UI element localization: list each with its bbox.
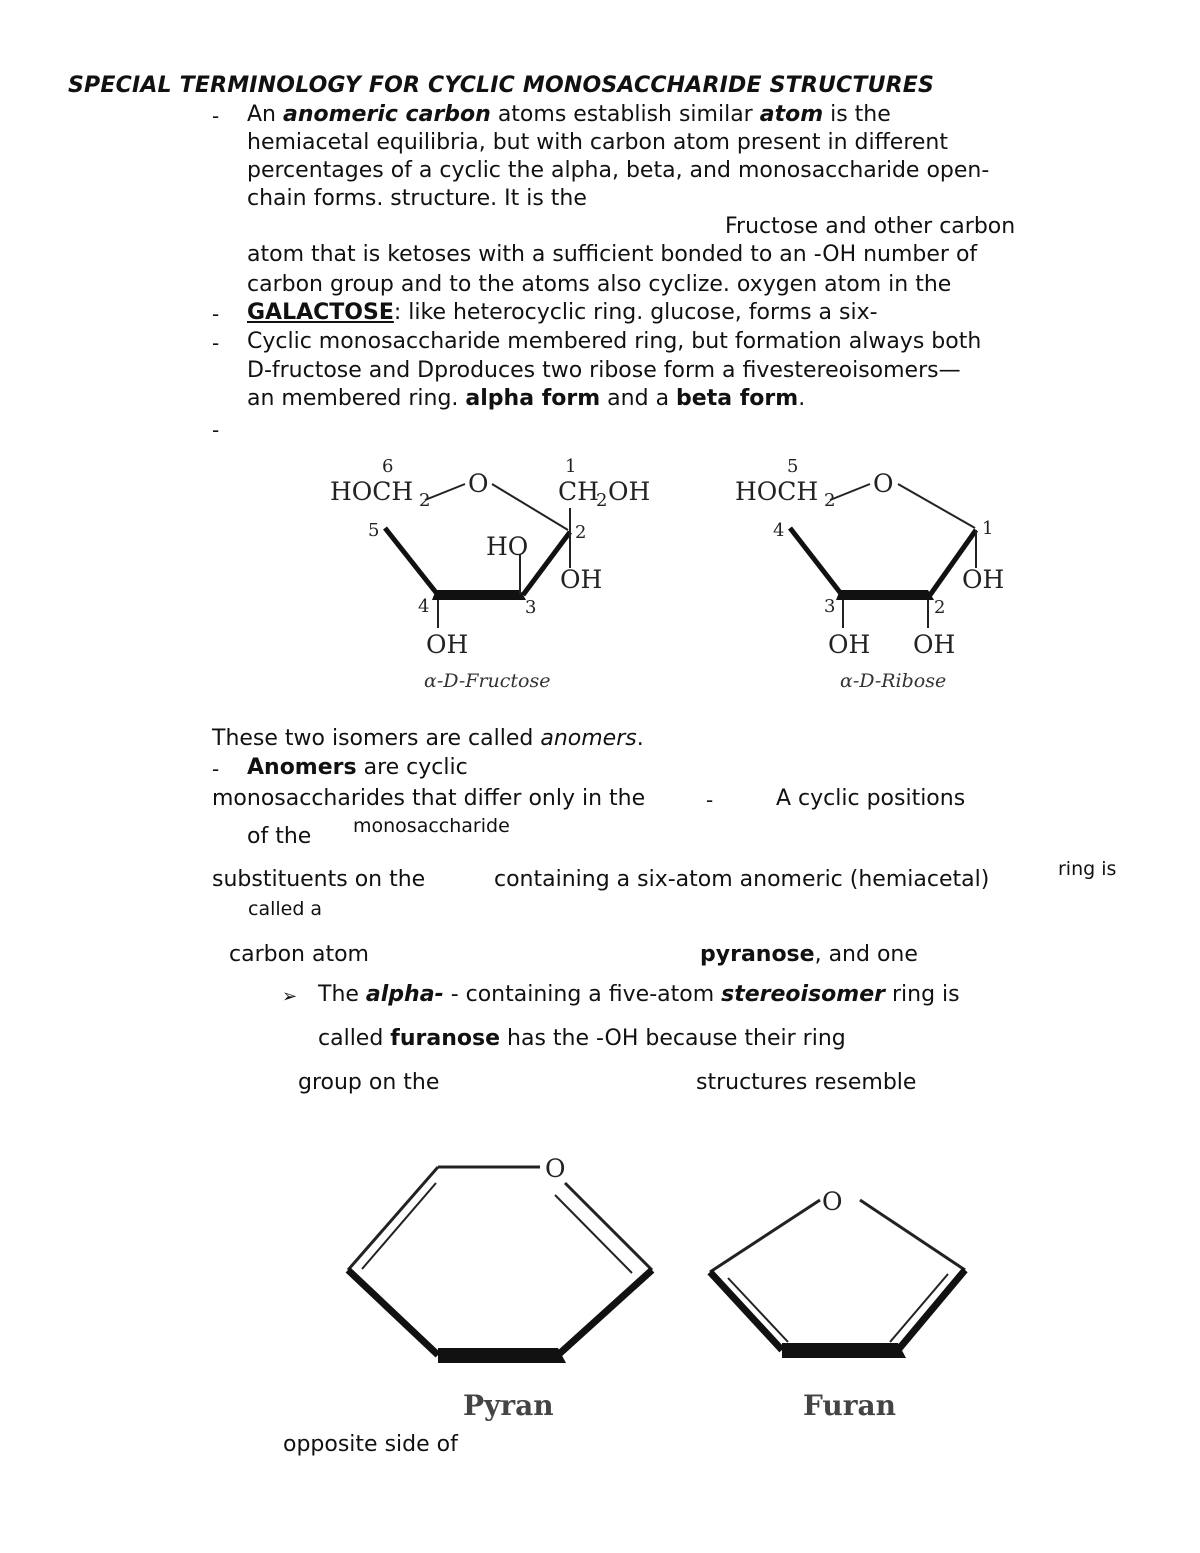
svg-text:OH: OH <box>560 565 603 594</box>
para1-line2: hemiacetal equilibria, but with carbon atom present in different <box>247 130 948 155</box>
dash-marker: - <box>212 757 220 781</box>
para1-line3: percentages of a cyclic the alpha, beta, and monosaccharide open- <box>247 158 990 183</box>
svg-text:Pyran: Pyran <box>463 1389 554 1422</box>
svg-text:OH: OH <box>426 630 469 659</box>
ring-is-small: ring is <box>1058 858 1117 880</box>
opposite-side-text: opposite side of <box>283 1432 458 1457</box>
ribose-structure-diagram <box>730 450 1060 700</box>
alpha-stereoisomer-line1: The alpha- - containing a five-atom stereoisomer ring is <box>318 982 960 1007</box>
svg-text:OH: OH <box>913 630 956 659</box>
para1-line1: An anomeric carbon atoms establish similar atom is the <box>247 102 891 127</box>
svg-text:O: O <box>468 469 489 498</box>
para3-line3: an membered ring. alpha form and a beta form. <box>247 386 806 411</box>
svg-text:O: O <box>822 1187 843 1216</box>
dash-marker: - <box>212 104 220 128</box>
para3-line2: D-fructose and Dproduces two ribose form a fivestereoisomers— <box>247 358 961 383</box>
svg-text:OH: OH <box>608 477 651 506</box>
svg-text:3: 3 <box>824 596 836 617</box>
alpha-stereoisomer-line2: called furanose has the -OH because their ring <box>318 1026 846 1051</box>
para1-line4: chain forms. structure. It is the <box>247 186 587 211</box>
pyran-structure-diagram <box>340 1145 670 1430</box>
svg-text:6: 6 <box>382 456 394 477</box>
alpha-stereoisomer-line3: group on the <box>298 1070 440 1095</box>
svg-text:HOCH: HOCH <box>330 477 414 506</box>
anomers-def-line1: Anomers are cyclic <box>247 755 468 780</box>
svg-text:HOCH: HOCH <box>735 477 819 506</box>
dash-marker: - <box>212 418 220 442</box>
para3-line1: Cyclic monosaccharide membered ring, but formation always both <box>247 329 982 354</box>
svg-text:α-D-Ribose: α-D-Ribose <box>840 670 947 692</box>
svg-text:OH: OH <box>828 630 871 659</box>
anomers-def-line2: monosaccharides that differ only in the <box>212 786 646 811</box>
para1-line7: carbon group and to the atoms also cyclize. oxygen atom in the <box>247 272 952 297</box>
svg-text:2: 2 <box>934 597 946 618</box>
page-title: SPECIAL TERMINOLOGY FOR CYCLIC MONOSACCHARIDE STRUCTURES <box>68 73 935 98</box>
svg-text:2: 2 <box>824 490 836 511</box>
dash-marker: - <box>212 302 220 326</box>
svg-text:2: 2 <box>575 522 587 543</box>
svg-text:HO: HO <box>486 532 529 561</box>
svg-text:1: 1 <box>982 518 994 539</box>
para1-line6: atom that is ketoses with a sufficient bonded to an -OH number of <box>247 242 978 267</box>
fructose-structure-diagram <box>320 450 680 700</box>
svg-text:CH: CH <box>558 477 599 506</box>
six-atom-text: containing a six-atom anomeric (hemiacetal) <box>494 867 990 892</box>
dash-marker: - <box>706 788 714 812</box>
svg-text:5: 5 <box>787 456 799 477</box>
svg-text:5: 5 <box>368 520 380 541</box>
anomers-def-line4: substituents on the <box>212 867 426 892</box>
svg-text:Furan: Furan <box>803 1389 896 1422</box>
svg-text:OH: OH <box>962 565 1005 594</box>
para1-line5: Fructose and other carbon <box>725 214 1016 239</box>
svg-text:3: 3 <box>525 597 537 618</box>
arrow-bullet-icon: ➢ <box>282 986 298 1007</box>
furan-structure-diagram <box>700 1170 980 1430</box>
svg-text:4: 4 <box>418 596 430 617</box>
svg-text:α-D-Fructose: α-D-Fructose <box>424 670 551 692</box>
carbon-atom-text: carbon atom <box>229 942 369 967</box>
svg-text:2: 2 <box>596 490 608 511</box>
pyranose-text: pyranose, and one <box>700 942 918 967</box>
svg-text:O: O <box>545 1154 566 1183</box>
dash-marker: - <box>212 331 220 355</box>
para2-galactose: GALACTOSE: like heterocyclic ring. glucose, forms a six- <box>247 300 878 325</box>
monosaccharide-small: monosaccharide <box>353 815 510 837</box>
svg-text:2: 2 <box>419 490 431 511</box>
svg-text:4: 4 <box>773 520 785 541</box>
called-a-small: called a <box>248 898 323 920</box>
anomers-def-line3: of the <box>247 824 312 849</box>
svg-text:O: O <box>873 469 894 498</box>
anomers-sentence: These two isomers are called anomers. <box>212 726 644 751</box>
structures-resemble-text: structures resemble <box>696 1070 917 1095</box>
cyclic-positions-text: A cyclic positions <box>776 786 966 811</box>
svg-text:1: 1 <box>565 456 577 477</box>
